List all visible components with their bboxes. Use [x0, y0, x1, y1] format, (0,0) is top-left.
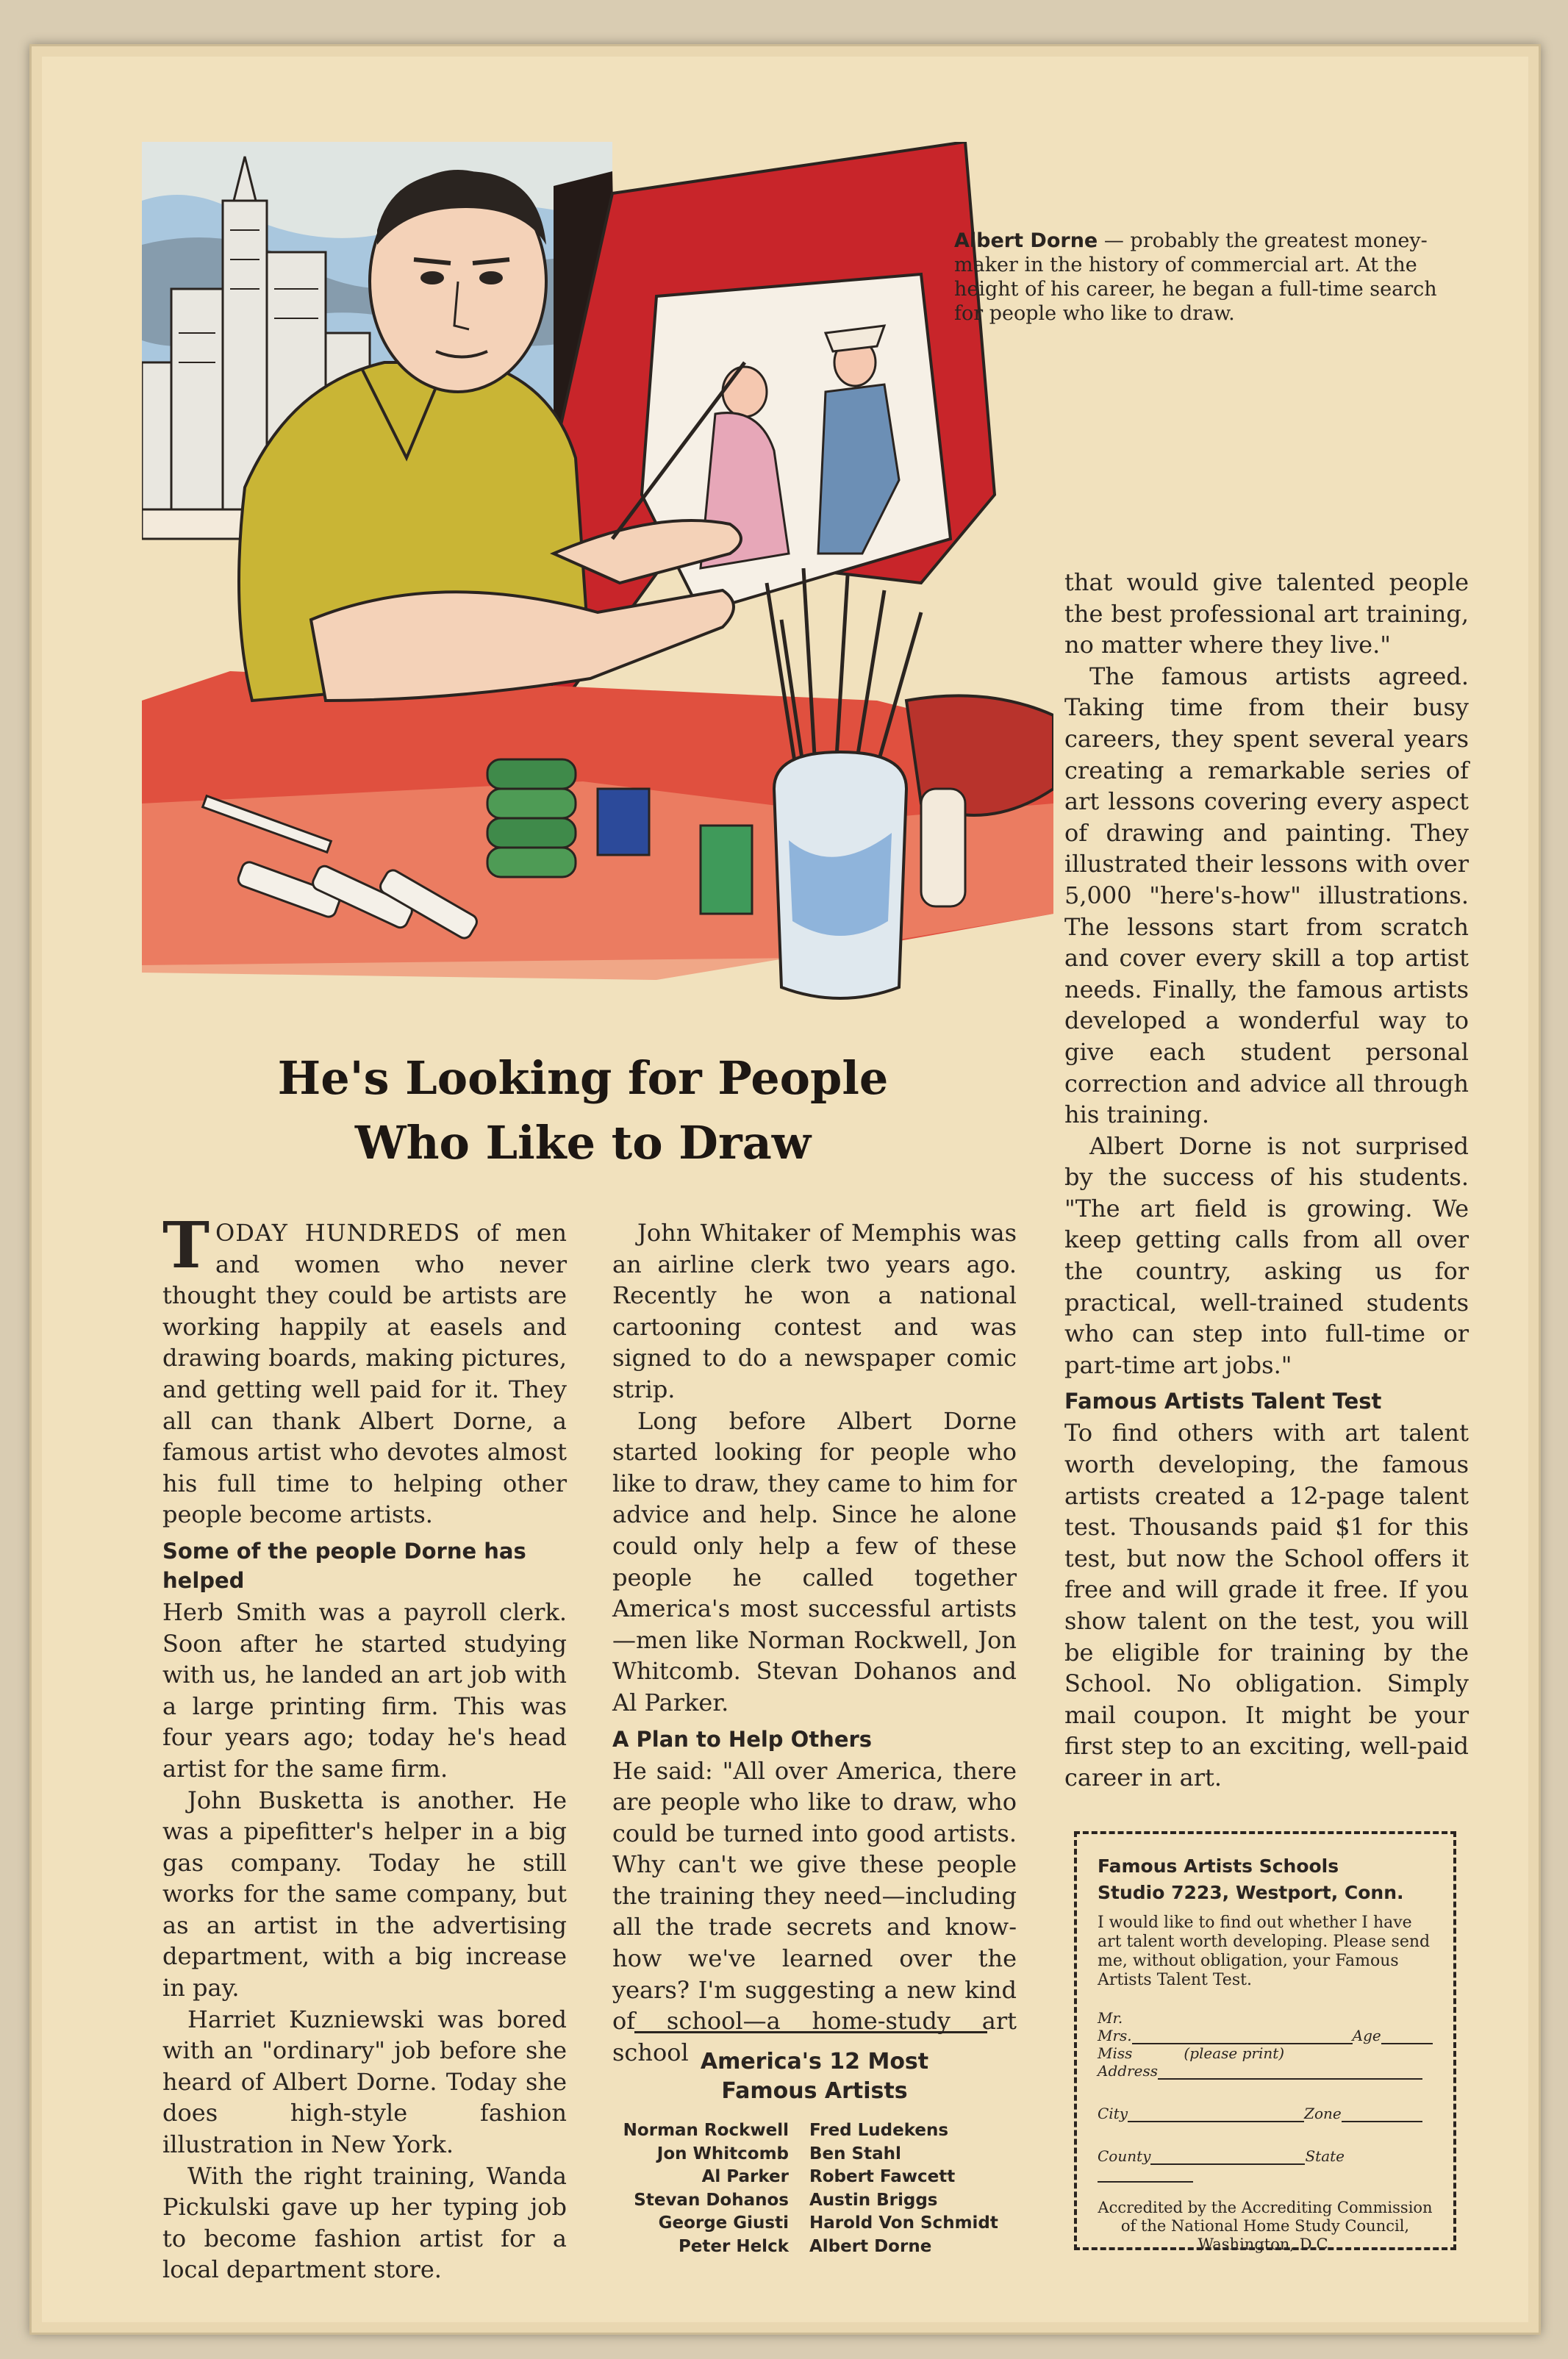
- brush-jar: [767, 568, 921, 998]
- divider-rule: [634, 2031, 987, 2033]
- county-label: County: [1098, 2147, 1151, 2165]
- mrs-label: Mrs.: [1098, 2027, 1132, 2044]
- artists-list: [605, 2119, 1031, 2258]
- headline-line-1: He's Looking for People: [277, 1051, 889, 1105]
- subheading: Some of the people Dorne has helped: [162, 1538, 526, 1593]
- state-label: State: [1305, 2147, 1345, 2165]
- paragraph: Harriet Kuzniewski was bored with an "ordinary" job before she heard of Albert Dorne. Today she does high-style fashion illustration in New York.: [162, 2005, 567, 2159]
- list-item: [605, 2189, 1031, 2213]
- subheading: A Plan to Help Others: [612, 1726, 873, 1752]
- artists-title-line-2: Famous Artists: [721, 2078, 908, 2104]
- zone-line[interactable]: [1342, 2106, 1422, 2122]
- list-item: [605, 2143, 1031, 2166]
- artist-name: Austin Briggs: [809, 2190, 938, 2210]
- caption-text: — probably the greatest money-maker in the history of commercial art. At the height of his career, he began a full-time search for people who like to draw.: [954, 229, 1437, 325]
- address-label: Address: [1098, 2062, 1158, 2080]
- paragraph: that would give talented people the best professional art training, no matter where they live.": [1064, 568, 1469, 659]
- name-field[interactable]: [1098, 2027, 1433, 2044]
- mr-label: Mr.: [1098, 2009, 1123, 2027]
- headline-line-2: Who Like to Draw: [354, 1116, 812, 1170]
- zone-label: Zone: [1304, 2105, 1342, 2122]
- artist-name: Jon Whitcomb: [656, 2144, 789, 2163]
- artist-illustration: [142, 142, 1053, 1031]
- artist-name: George Giusti: [658, 2213, 789, 2233]
- drop-cap: T: [162, 1209, 210, 1283]
- article-column-1: [162, 1209, 568, 2285]
- headline: [157, 1046, 1009, 1175]
- county-line[interactable]: [1150, 2149, 1305, 2165]
- list-item: [605, 2235, 1031, 2259]
- city-field[interactable]: [1098, 2105, 1433, 2122]
- name-line[interactable]: [1132, 2028, 1353, 2044]
- accreditation-note: Accredited by the Accrediting Commission of the National Home Study Council, Washington, D.C.: [1098, 2199, 1433, 2253]
- name-field-label: [1098, 2009, 1433, 2027]
- subheading: Famous Artists Talent Test: [1064, 1389, 1382, 1414]
- paragraph: [162, 1209, 568, 1531]
- paragraph: With the right training, Wanda Pickulski gave up her typing job to become fashion artist for a local department store.: [162, 2161, 567, 2284]
- artist-name: Stevan Dohanos: [634, 2190, 789, 2210]
- coupon-school-name: Famous Artists Schools: [1098, 1855, 1339, 1877]
- magazine-page: [29, 44, 1541, 2335]
- paragraph: Albert Dorne is not surprised by the success of his students. "The art field is growing. We keep getting calls from all over the country, asking us for practical, well-trained students who can step into full-time or part-time art jobs.": [1064, 1131, 1469, 1379]
- article-column-3: [1064, 567, 1469, 1794]
- age-line[interactable]: [1381, 2028, 1433, 2044]
- list-item: [605, 2166, 1031, 2189]
- artist-name: Harold Von Schmidt: [809, 2213, 998, 2233]
- paragraph: He said: "All over America, there are people who like to draw, who could be turned into good artists. Why can't we give these people the training they need—including all the trade secrets and know-how we've learned over the years? I'm suggesting a new kind of school—a home-study art school: [612, 1756, 1017, 2066]
- caption-name: Albert Dorne: [954, 229, 1098, 252]
- coupon-studio-address: Studio 7223, Westport, Conn.: [1098, 1882, 1404, 1903]
- paragraph: Herb Smith was a payroll clerk. Soon after he started studying with us, he landed an art job with a large printing firm. This was four years ago; today he's head artist for the same firm.: [162, 1597, 567, 1783]
- illustration-caption: [954, 229, 1454, 326]
- list-item: [605, 2212, 1031, 2235]
- article-column-2: [612, 1217, 1017, 2068]
- miss-label: Miss: [1098, 2044, 1133, 2062]
- artist-name: Robert Fawcett: [809, 2167, 956, 2186]
- artist-name: Norman Rockwell: [623, 2121, 789, 2140]
- paragraph: The famous artists agreed. Taking time from their busy careers, they spent several years creating a remarkable series of art lessons covering every aspect of drawing and painting. They illustrated their lessons with over 5,000 "here's-how" illustrations. The lessons start from scratch and cover every skill a top artist needs. Finally, the famous artists developed a wonderful way to give each student personal correction and advice all through his training.: [1064, 662, 1469, 1129]
- artist-name: Albert Dorne: [809, 2236, 932, 2256]
- paragraph: John Whitaker of Memphis was an airline clerk two years ago. Recently he won a national cartooning contest and was signed to do a newspaper comic strip.: [612, 1219, 1017, 1403]
- state-line[interactable]: [1098, 2166, 1193, 2183]
- list-item: [605, 2119, 1031, 2143]
- artists-title-line-1: America's 12 Most: [700, 2049, 929, 2075]
- paragraph-text: of men and women who never thought they could be artists are working happily at easels and drawing boards, making pictures, and getting well paid for it. They all can thank Albert Dorne, a famous artist who devotes almost his full time to helping other people become artists.: [162, 1219, 568, 1529]
- artist-name: Ben Stahl: [809, 2144, 901, 2163]
- city-label: City: [1098, 2105, 1128, 2122]
- artist-name: Fred Ludekens: [809, 2121, 949, 2140]
- artists-title: [612, 2047, 1017, 2106]
- artist-name: Peter Helck: [678, 2236, 789, 2256]
- paragraph: John Busketta is another. He was a pipefitter's helper in a big gas company. Today he still works for the same company, but as an artist in the advertising department, with a big increase in pay.: [162, 1786, 567, 2002]
- age-label: Age: [1352, 2027, 1381, 2044]
- address-field[interactable]: [1098, 2062, 1433, 2080]
- coupon-blurb: I would like to find out whether I have art talent worth developing. Please send me, without obligation, your Famous Artists Talent Test.: [1098, 1914, 1431, 1989]
- miss-field: [1098, 2044, 1433, 2062]
- address-line[interactable]: [1158, 2063, 1422, 2080]
- city-line[interactable]: [1128, 2106, 1304, 2122]
- lead-caps: ODAY HUNDREDS: [215, 1219, 461, 1247]
- paragraph: To find others with art talent worth developing, the famous artists created a 12-page talent test. Thousands paid $1 for this test, but now the School offers it free and will grade it free. If you show talent on the test, you will be eligible for training by the School. No obligation. Simply mail coupon. It might be your first step to an exciting, well-paid career in art.: [1064, 1419, 1469, 1791]
- county-field[interactable]: [1098, 2147, 1433, 2183]
- artist-name: Al Parker: [701, 2167, 789, 2186]
- mail-coupon[interactable]: [1074, 1831, 1456, 2253]
- paragraph: Long before Albert Dorne started looking for people who like to draw, they came to him for advice and help. Since he alone could only help a few of these people he called together America's most successful artists —men like Norman Rockwell, Jon Whitcomb. Stevan Dohanos and Al Parker.: [612, 1406, 1017, 1717]
- arm: [311, 590, 734, 701]
- paint-boxes: [487, 759, 576, 877]
- please-print-note: (please print): [1184, 2044, 1285, 2062]
